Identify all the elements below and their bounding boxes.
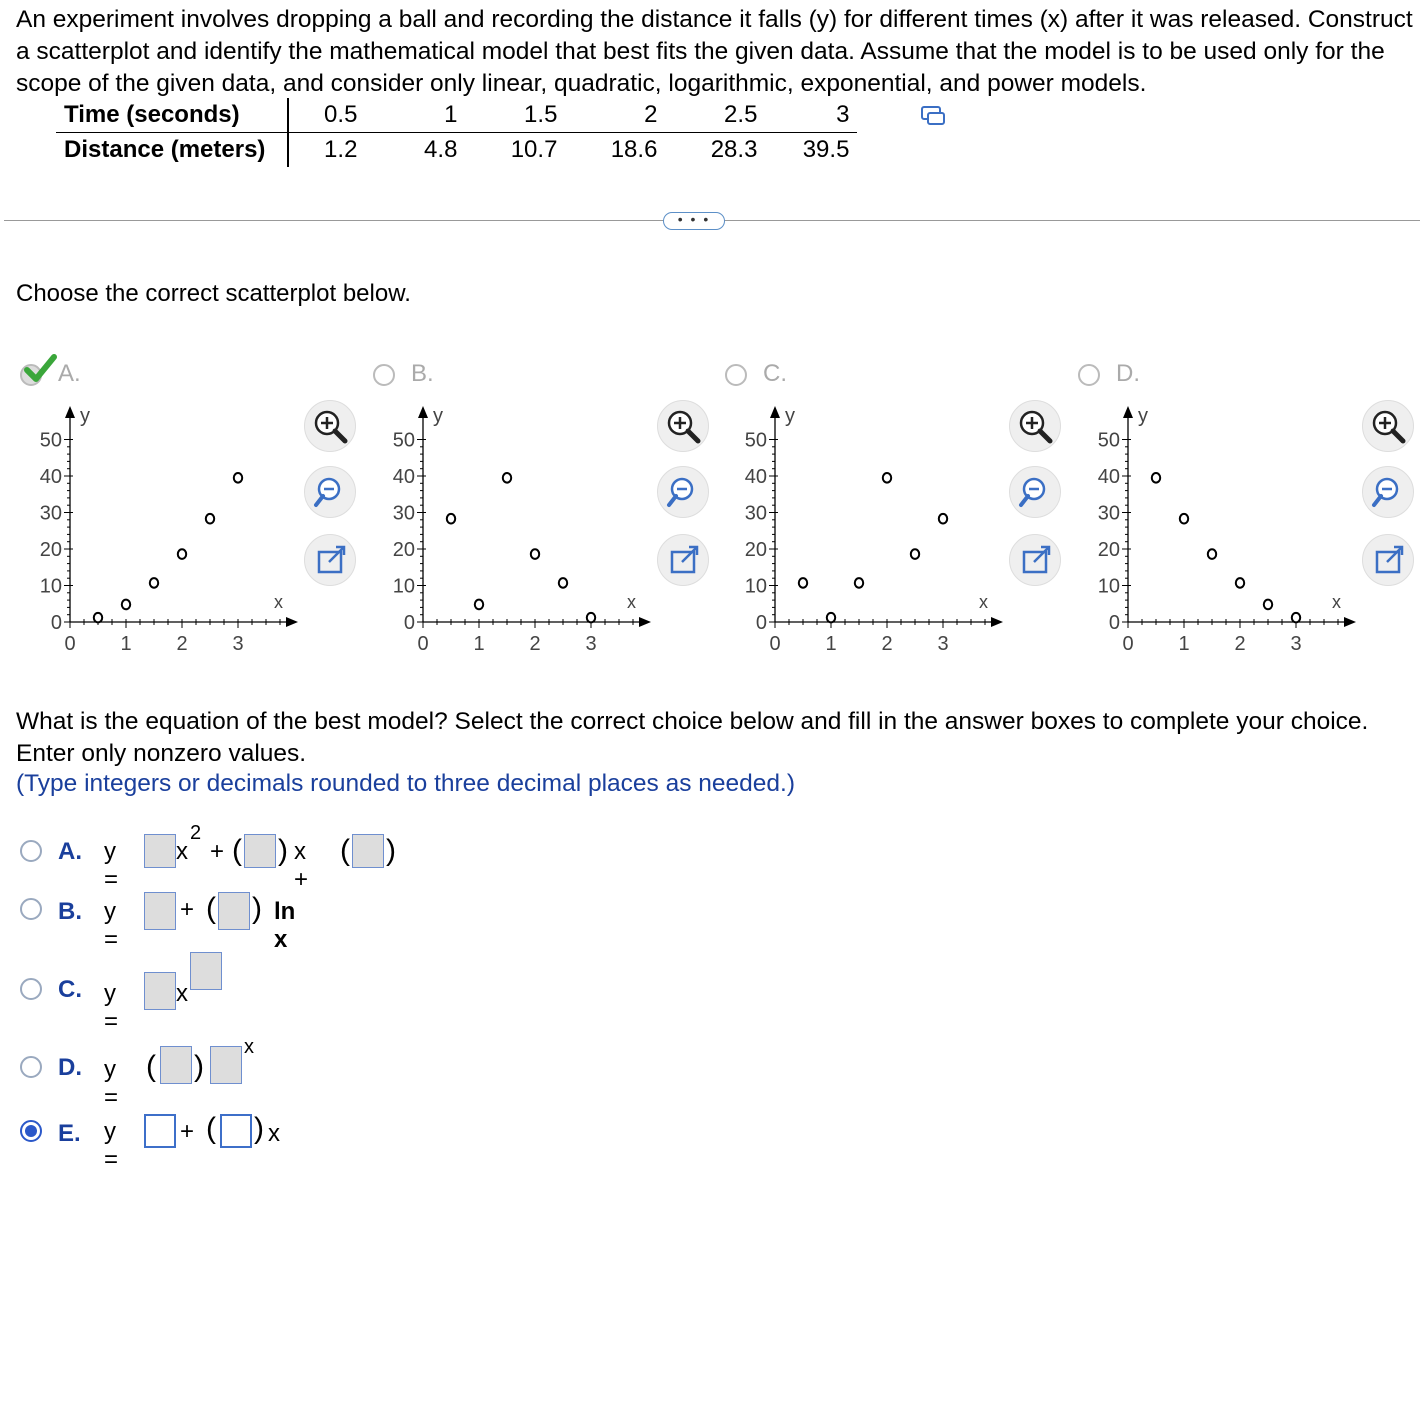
x-var: x: [268, 1120, 280, 1147]
choice-label: A.: [58, 360, 81, 387]
distance-cell: 1.2: [324, 136, 358, 163]
y-tick-label: 40: [392, 466, 415, 488]
open-graph-icon[interactable]: [657, 534, 709, 586]
coef-c-input[interactable]: [352, 834, 384, 868]
x-tick-label: 0: [417, 633, 429, 655]
data-point: [939, 514, 947, 524]
time-cell: 2.5: [665, 98, 765, 133]
radio-c[interactable]: [725, 364, 747, 386]
data-point: [178, 549, 186, 559]
choice-label: D.: [1116, 360, 1140, 387]
y-tick-label: 20: [1097, 539, 1120, 561]
y-equals: y =: [104, 838, 119, 893]
x-axis-label: x: [979, 592, 988, 612]
open-graph-icon[interactable]: [1009, 534, 1061, 586]
data-point: [503, 473, 511, 483]
y-axis-label: y: [433, 405, 443, 427]
time-header: Time (seconds): [56, 98, 288, 133]
scatterplot-b: [353, 396, 663, 666]
table-row: [56, 133, 857, 168]
data-point: [531, 549, 539, 559]
x-tick-label: 1: [1178, 633, 1190, 655]
table-row: [56, 98, 857, 133]
x-tick-label: 2: [176, 633, 188, 655]
problem-statement: An experiment involves dropping a ball and recording the distance it falls (y) for different times (x) after it was released. Construct a scatterplot and identify the mathematical model that best fits the given data. Assume that the model is to be used only for the scope of the given data, and consider only linear, quadratic, logarithmic, exponential, and power models.: [16, 6, 1413, 97]
data-point: [1208, 549, 1216, 559]
y-tick-label: 10: [1097, 575, 1120, 598]
x-plus: x +: [294, 838, 309, 893]
answer-letter: E.: [58, 1120, 81, 1147]
radio-answer-e[interactable]: [20, 1120, 42, 1142]
distance-cell: 10.7: [510, 136, 558, 163]
distance-cell: 18.6: [610, 136, 658, 163]
data-point: [1264, 600, 1272, 610]
zoom-out-icon[interactable]: [1362, 466, 1414, 518]
y-axis-label: y: [80, 405, 90, 427]
radio-answer-c[interactable]: [20, 978, 42, 1000]
data-point: [475, 600, 483, 610]
y-axis-label: y: [1138, 405, 1148, 427]
radio-answer-a[interactable]: [20, 840, 42, 862]
plus: +: [180, 896, 195, 923]
x-tick-label: 1: [825, 633, 837, 655]
y-tick-label: 50: [392, 429, 415, 452]
x-tick-label: 1: [473, 633, 485, 655]
x-tick-label: 3: [937, 633, 949, 655]
coef-b-input[interactable]: [218, 892, 250, 930]
x-tick-label: 2: [1234, 633, 1246, 655]
radio-answer-b[interactable]: [20, 898, 42, 920]
y-tick-label: 40: [1097, 466, 1120, 488]
x-tick-label: 0: [64, 633, 76, 655]
open-graph-icon[interactable]: [1362, 534, 1414, 586]
x-tick-label: 3: [585, 633, 597, 655]
y-equals: y =: [104, 1056, 119, 1111]
x-tick-label: 3: [232, 633, 244, 655]
scatterplot-a: [0, 396, 310, 666]
y-tick-label: 40: [744, 466, 767, 488]
scatterplot-c: [705, 396, 1015, 666]
x-tick-label: 2: [529, 633, 541, 655]
y-tick-label: 20: [392, 539, 415, 561]
y-tick-label: 30: [392, 502, 415, 525]
y-axis-arrow: [770, 406, 780, 418]
y-tick-label: 20: [39, 539, 62, 561]
y-tick-label: 10: [39, 575, 62, 598]
data-point: [1180, 514, 1188, 524]
time-cell: 3: [765, 98, 857, 133]
y-tick-label: 20: [744, 539, 767, 561]
y-tick-label: 30: [39, 502, 62, 525]
choice-label: C.: [763, 360, 787, 387]
slope-input[interactable]: [220, 1114, 252, 1148]
data-point: [1152, 473, 1160, 483]
x-axis-arrow: [1344, 617, 1356, 627]
data-point: [447, 514, 455, 524]
y-tick-label: 30: [1097, 502, 1120, 525]
exponent-input[interactable]: [190, 952, 222, 990]
zoom-in-icon[interactable]: [1009, 400, 1061, 452]
coef-b-input[interactable]: [244, 834, 276, 868]
answer-letter: A.: [58, 838, 82, 865]
data-table: [56, 98, 857, 167]
radio-d[interactable]: [1078, 364, 1100, 386]
y-tick-label: 10: [744, 575, 767, 598]
data-point: [883, 473, 891, 483]
intercept-input[interactable]: [144, 1114, 176, 1148]
x-tick-label: 2: [881, 633, 893, 655]
copy-table-icon[interactable]: [920, 104, 946, 128]
radio-answer-d[interactable]: [20, 1056, 42, 1078]
time-cell: 1.5: [465, 98, 565, 133]
distance-cell: 39.5: [802, 136, 850, 163]
data-point: [827, 613, 835, 623]
base-input[interactable]: [210, 1046, 242, 1084]
checkmark-icon: [24, 354, 58, 384]
zoom-in-icon[interactable]: [304, 400, 356, 452]
coef-a-input[interactable]: [144, 892, 176, 930]
data-point: [855, 578, 863, 588]
y-tick-label: 10: [392, 575, 415, 598]
distance-cell: 4.8: [424, 136, 458, 163]
y-tick-label: 40: [39, 466, 62, 488]
exponent: 2: [190, 822, 202, 844]
x-tick-label: 1: [120, 633, 132, 655]
x-tick-label: 0: [1122, 633, 1134, 655]
x-tick-label: 3: [1290, 633, 1302, 655]
zoom-in-icon[interactable]: [1362, 400, 1414, 452]
x-axis-label: x: [274, 592, 283, 612]
data-point: [559, 578, 567, 588]
coef-a-input[interactable]: [144, 834, 176, 868]
x-axis-arrow: [991, 617, 1003, 627]
answer-letter: B.: [58, 898, 82, 925]
y-tick-label: 50: [1097, 429, 1120, 452]
distance-header: Distance (meters): [56, 133, 288, 168]
model-question: What is the equation of the best model? Select the correct choice below and fill in the answer boxes to complete your choice. Enter only nonzero values.: [16, 708, 1369, 767]
exponent-x: x: [244, 1036, 254, 1058]
x-var: x: [176, 838, 188, 865]
scatter-prompt: Choose the correct scatterplot below.: [16, 280, 411, 307]
time-cell: 2: [565, 98, 665, 133]
y-tick-label: 0: [755, 612, 767, 634]
plus: +: [210, 838, 225, 865]
answer-letter: C.: [58, 976, 82, 1003]
zoom-out-icon[interactable]: [304, 466, 356, 518]
y-tick-label: 50: [744, 429, 767, 452]
data-point: [911, 549, 919, 559]
ln-x: ln x: [274, 898, 296, 953]
y-tick-label: 0: [50, 612, 62, 634]
y-axis-arrow: [1123, 406, 1133, 418]
plus: +: [180, 1118, 195, 1145]
open-graph-icon[interactable]: [304, 534, 356, 586]
y-axis-arrow: [418, 406, 428, 418]
x-axis-arrow: [286, 617, 298, 627]
coef-a-input[interactable]: [160, 1046, 192, 1084]
expand-more-button[interactable]: • • •: [663, 212, 725, 230]
y-axis-label: y: [785, 405, 795, 427]
y-equals: y =: [104, 980, 119, 1035]
model-hint: (Type integers or decimals rounded to three decimal places as needed.): [16, 770, 795, 797]
data-point: [150, 578, 158, 588]
y-axis-arrow: [65, 406, 75, 418]
radio-b[interactable]: [373, 364, 395, 386]
y-tick-label: 30: [744, 502, 767, 525]
data-point: [94, 613, 102, 623]
data-point: [799, 578, 807, 588]
time-cell: 1: [365, 98, 465, 133]
x-tick-label: 0: [769, 633, 781, 655]
y-equals: y =: [104, 1118, 119, 1173]
zoom-out-icon[interactable]: [1009, 466, 1061, 518]
x-axis-arrow: [639, 617, 651, 627]
data-point: [1236, 578, 1244, 588]
y-tick-label: 0: [403, 612, 415, 634]
x-axis-label: x: [1332, 592, 1341, 612]
time-cell: 0.5: [288, 98, 365, 133]
coef-a-input[interactable]: [144, 972, 176, 1010]
y-tick-label: 50: [39, 429, 62, 452]
answer-letter: D.: [58, 1054, 82, 1081]
choice-label: B.: [411, 360, 434, 387]
data-point: [234, 473, 242, 483]
data-point: [206, 514, 214, 524]
y-tick-label: 0: [1108, 612, 1120, 634]
distance-cell: 28.3: [710, 136, 758, 163]
data-point: [1292, 613, 1300, 623]
data-point: [122, 600, 130, 610]
y-equals: y =: [104, 898, 119, 953]
zoom-out-icon[interactable]: [657, 466, 709, 518]
x-axis-label: x: [627, 592, 636, 612]
scatterplot-d: [1058, 396, 1368, 666]
zoom-in-icon[interactable]: [657, 400, 709, 452]
x-var: x: [176, 980, 188, 1007]
data-point: [587, 613, 595, 623]
